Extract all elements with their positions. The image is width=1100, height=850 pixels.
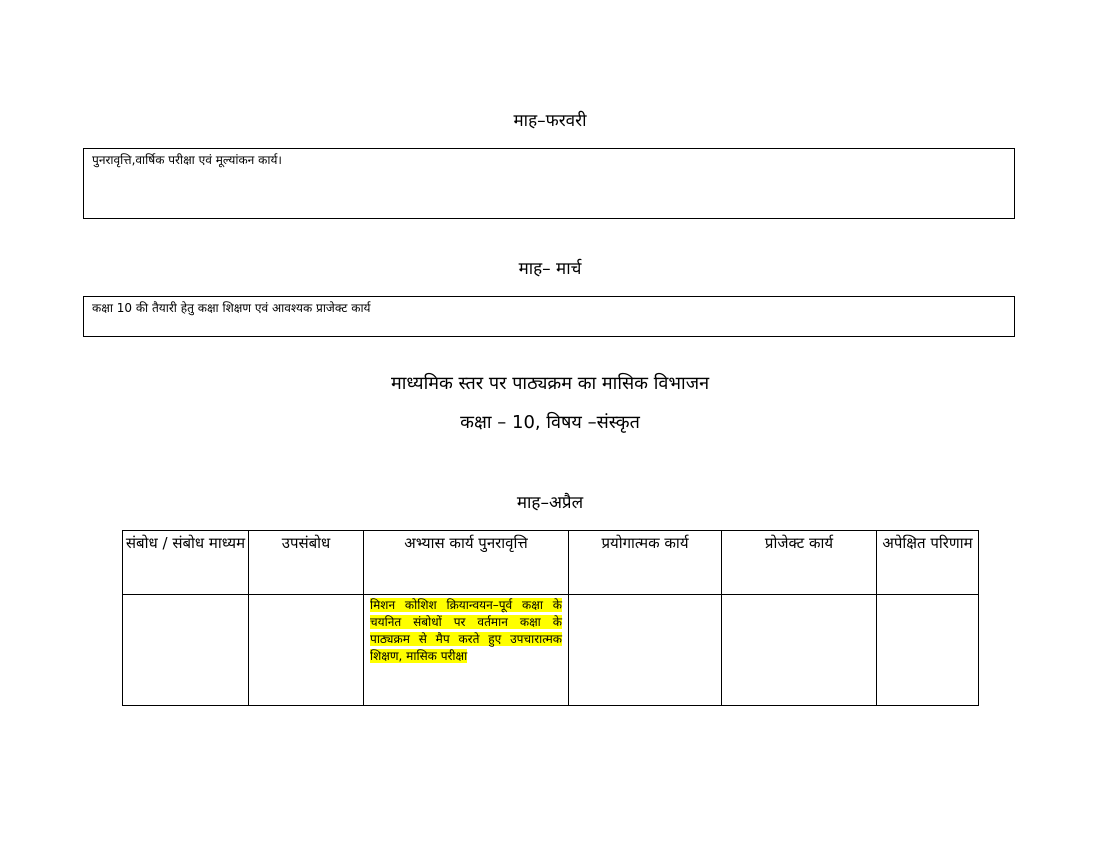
cell-text [722,595,876,599]
march-content-box [83,296,1015,337]
march-content: कक्षा 10 की तैयारी हेतु कक्षा शिक्षण एवं आवश्यक प्राजेक्ट कार्य [92,301,371,315]
highlighted-cell-text: मिशन कोशिश क्रियान्वयन–पूर्व कक्षा के चयनित संबोधों पर वर्तमान कक्षा के पाठ्यक्रम से मैप करते हुए उपचारात्मक शिक्षण, मासिक परीक्षा [370,598,562,663]
column-header: अपेक्षित परिणाम [877,531,979,595]
column-header: प्रयोगात्मक कार्य [569,531,722,595]
february-heading: माह–फरवरी [513,111,587,131]
table-cell [722,595,877,706]
april-plan-table [122,530,979,706]
column-header: अभ्यास कार्य पुनरावृत्ति [364,531,569,595]
table-header-row [123,531,979,595]
cell-text [249,595,363,599]
table-row [123,595,979,706]
february-content: पुनरावृत्ति,वार्षिक परीक्षा एवं मूल्यांकन कार्य। [92,153,282,167]
february-content-box [83,148,1015,219]
document-subtitle: कक्षा – 10, विषय –संस्कृत [460,412,640,433]
table-cell [569,595,722,706]
cell-text [877,595,978,599]
cell-text [123,595,248,599]
table-cell [123,595,249,706]
column-header: उपसंबोध [249,531,364,595]
column-header: प्रोजेक्ट कार्य [722,531,877,595]
table-cell [877,595,979,706]
column-header: संबोध / संबोध माध्यम [123,531,249,595]
cell-text [569,595,721,599]
march-heading: माह– मार्च [518,259,582,279]
april-heading: माह–अप्रैल [516,493,584,513]
table-cell [249,595,364,706]
document-title: माध्यमिक स्तर पर पाठ्यक्रम का मासिक विभाजन [390,373,710,394]
table-cell [364,595,569,706]
